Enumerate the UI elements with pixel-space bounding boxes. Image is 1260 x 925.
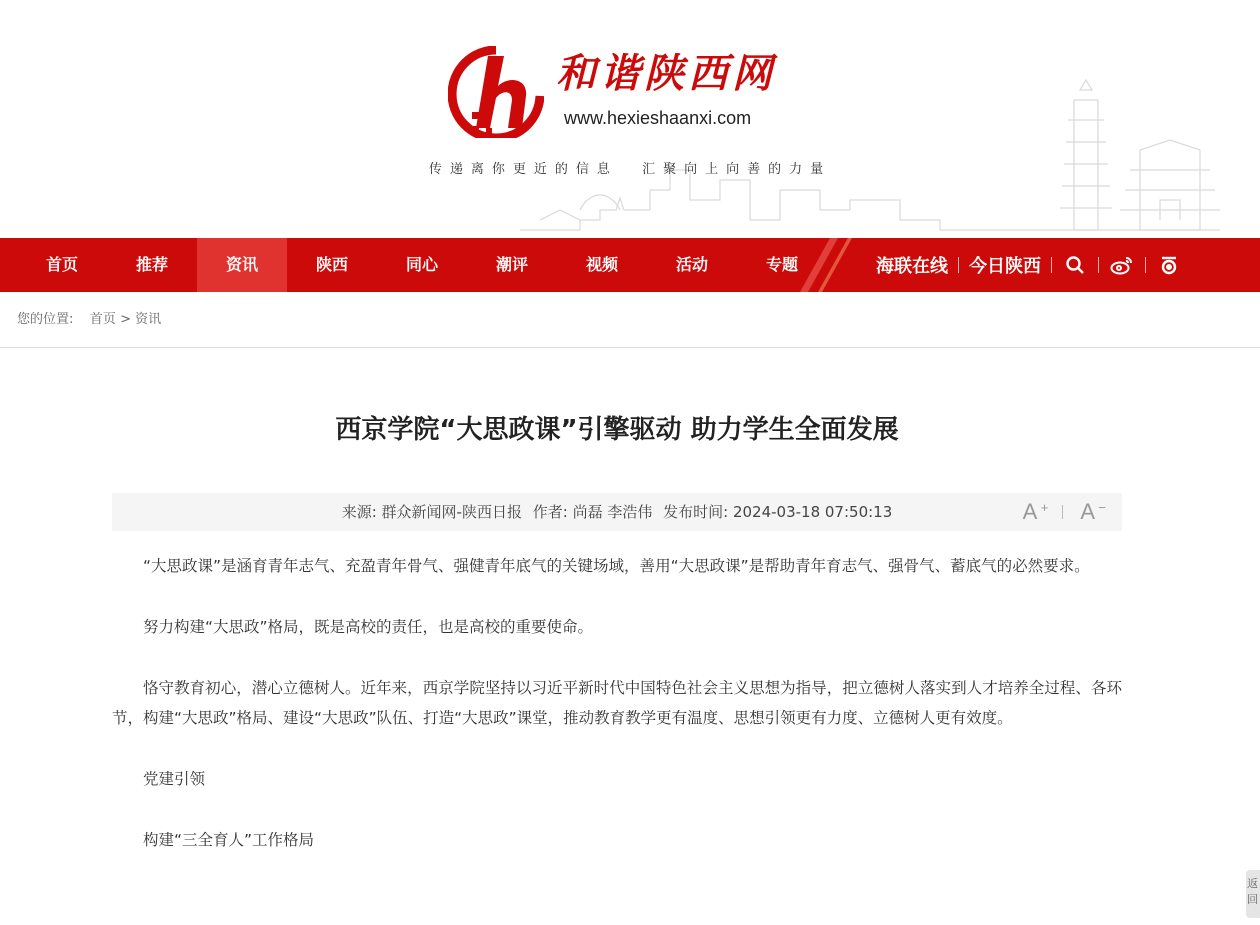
font-increase-mark: + <box>1040 500 1049 515</box>
article-title: 西京学院“大思政课”引擎驱动 助力学生全面发展 <box>335 415 899 445</box>
article-paragraph: 恪守教育初心，潜心立德树人。近年来，西京学院坚持以习近平新时代中国特色社会主义思想为指导，把立德树人落实到人才培养全过程、各环节，构建“大思政”格局、建设“大思政”队伍、打造“大思政”课堂，推动教育教学更有温度、思想引领更有力度、立德树人更有效度。 <box>112 679 1122 727</box>
font-decrease-button[interactable] <box>1077 493 1106 531</box>
weibo-icon[interactable] <box>1109 252 1135 278</box>
font-increase-label: A <box>1022 499 1038 524</box>
back-to-top-tab[interactable]: 返回 <box>1246 870 1260 918</box>
nav-item-recommend[interactable]: 推荐 <box>135 255 168 274</box>
article-body <box>112 551 1122 855</box>
breadcrumb <box>0 292 1260 348</box>
nav-item-tongxin[interactable]: 同心 <box>405 255 438 274</box>
article <box>112 348 1122 886</box>
article-meta <box>112 493 1122 531</box>
article-source: 来源: 群众新闻网-陕西日报 <box>341 503 522 521</box>
font-divider <box>1062 505 1063 519</box>
site-logo[interactable] <box>448 46 788 138</box>
font-decrease-label: A <box>1080 499 1095 524</box>
logo-url: www.hexieshaanxi.com <box>564 108 752 128</box>
breadcrumb-home-link[interactable]: 首页 <box>89 312 116 327</box>
search-icon[interactable] <box>1062 252 1088 278</box>
nav-item-shaanxi[interactable]: 陕西 <box>315 255 348 274</box>
toutiao-icon[interactable] <box>1156 252 1182 278</box>
article-subheading: 党建引领 <box>143 770 206 788</box>
nav-divider <box>1051 257 1052 273</box>
nav-item-events[interactable]: 活动 <box>675 255 708 274</box>
nav-divider <box>1098 257 1099 273</box>
nav-decoration <box>790 238 860 292</box>
article-paragraph: 努力构建“大思政”格局，既是高校的责任，也是高校的重要使命。 <box>143 618 594 636</box>
main-nav <box>0 238 1260 292</box>
font-decrease-mark: − <box>1098 500 1106 515</box>
font-size-controls <box>1020 493 1106 531</box>
site-slogan: 传递离你更近的信息 汇聚向上向善的力量 <box>428 162 832 177</box>
font-increase-button[interactable] <box>1020 493 1049 531</box>
nav-item-topics[interactable]: 专题 <box>765 255 798 274</box>
nav-divider <box>958 257 959 273</box>
article-author: 作者: 尚磊 李浩伟 <box>532 503 653 521</box>
nav-divider <box>1145 257 1146 273</box>
nav-item-news[interactable]: 资讯 <box>197 238 287 292</box>
article-subheading: 构建“三全育人”工作格局 <box>143 831 315 849</box>
nav-item-chaoping[interactable]: 潮评 <box>495 255 528 274</box>
article-paragraph: “大思政课”是涵育青年志气、充盈青年骨气、强健青年底气的关键场域，善用“大思政课”是帮助青年育志气、强骨气、蓄底气的必然要求。 <box>143 557 1090 575</box>
nav-right <box>876 238 1182 292</box>
logo-mark-icon <box>448 46 544 138</box>
article-published: 发布时间: 2024-03-18 07:50:13 <box>663 503 893 521</box>
nav-item-video[interactable]: 视频 <box>585 255 618 274</box>
breadcrumb-label: 您的位置: <box>17 312 74 327</box>
nav-link-hailian[interactable]: 海联在线 <box>876 256 948 277</box>
site-header <box>0 0 1260 238</box>
breadcrumb-separator: > <box>120 312 131 327</box>
breadcrumb-current-link[interactable]: 资讯 <box>135 312 162 327</box>
nav-item-home[interactable]: 首页 <box>45 255 78 274</box>
nav-items <box>17 238 827 292</box>
nav-link-jinri-shaanxi[interactable]: 今日陕西 <box>969 256 1041 277</box>
logo-text: 和谐陕西网 <box>556 50 776 97</box>
